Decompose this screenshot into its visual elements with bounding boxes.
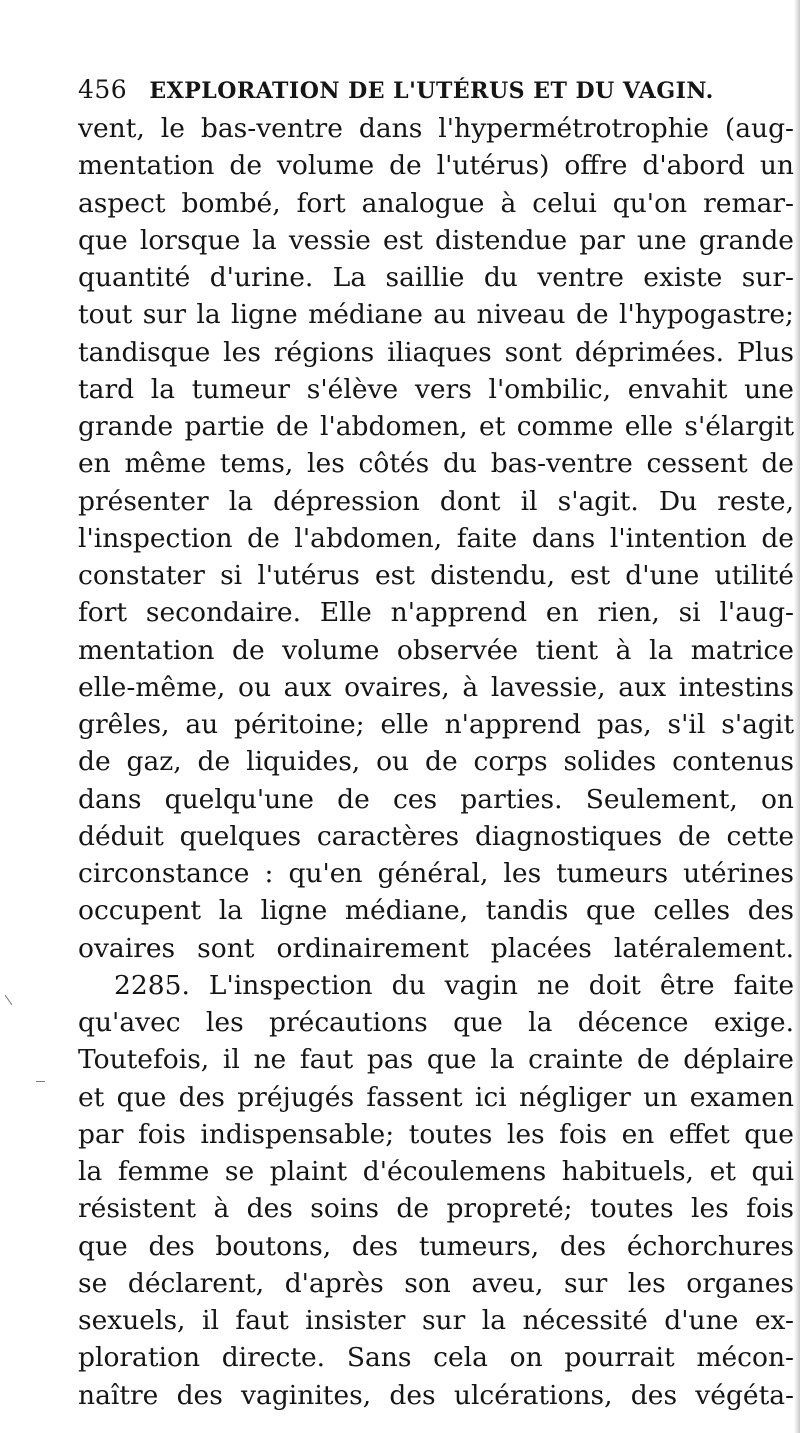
text-line: naître des vaginites, des ulcérations, des végéta- <box>78 1379 794 1411</box>
text-line: dans quelqu'une de ces parties. Seulement, on <box>78 783 794 815</box>
text-line: et que des préjugés fassent ici négliger un examen <box>78 1081 794 1113</box>
page-edge-shadow <box>794 0 800 1433</box>
text-line: tandisque les régions iliaques sont déprimées. Plus <box>78 336 794 368</box>
stray-ink-mark <box>5 995 13 1005</box>
text-line: mentation de volume de l'utérus) offre d'abord un <box>78 150 794 182</box>
text-line: se déclarent, d'après son aveu, sur les organes <box>78 1267 794 1299</box>
text-line: en même tems, les côtés du bas-ventre cessent de <box>78 448 794 480</box>
text-line: qu'avec les précautions que la décence exige. <box>78 1007 794 1038</box>
text-line: ovaires sont ordinairement placées latéralement. <box>78 932 794 964</box>
body-text <box>78 110 794 1414</box>
text-line: Toutefois, il ne faut pas que la crainte de déplaire <box>78 1044 794 1076</box>
text-line: fort secondaire. Elle n'apprend en rien, si l'aug- <box>78 597 794 629</box>
running-header <box>78 72 718 108</box>
text-line: résistent à des soins de propreté; toutes les fois <box>78 1193 794 1225</box>
text-line: que des boutons, des tumeurs, des échorchures <box>78 1230 794 1262</box>
stray-ink-mark <box>36 1081 45 1082</box>
text-line: sexuels, il faut insister sur la nécessité d'une ex- <box>78 1305 794 1336</box>
text-line: ploration directe. Sans cela on pourrait mécon- <box>78 1342 794 1374</box>
text-line: que lorsque la vessie est distendue par une grande <box>78 224 794 256</box>
running-title: EXPLORATION DE L'UTÉRUS ET DU VAGIN. <box>149 78 714 104</box>
text-line: occupent la ligne médiane, tandis que celles des <box>78 895 794 927</box>
text-line: de gaz, de liquides, ou de corps solides contenus <box>78 746 794 778</box>
text-line: circonstance : qu'en général, les tumeurs utérines <box>78 858 794 889</box>
text-line: par fois indispensable; toutes les fois en effet que <box>78 1118 794 1150</box>
text-line: mentation de volume observée tient à la matrice <box>78 634 794 666</box>
text-line: la femme se plaint d'écoulemens habituels, et qui <box>78 1156 794 1187</box>
text-line: tout sur la ligne médiane au niveau de l'hypogastre; <box>78 299 794 331</box>
paragraph-start-line: 2285. L'inspection du vagin ne doit être faite <box>114 969 794 1001</box>
page-number: 456 <box>78 75 128 104</box>
text-line: aspect bombé, fort analogue à celui qu'on remar- <box>78 187 794 219</box>
text-line: quantité d'urine. La saillie du ventre existe sur- <box>78 262 794 293</box>
text-line: grande partie de l'abdomen, et comme elle s'élargit <box>78 411 794 442</box>
text-line: présenter la dépression dont il s'agit. Du reste, <box>78 485 794 517</box>
text-line: vent, le bas-ventre dans l'hypermétrotrophie (aug- <box>78 113 794 144</box>
text-line: l'inspection de l'abdomen, faite dans l'intention de <box>78 522 794 554</box>
text-line: elle-même, ou aux ovaires, à lavessie, aux intestins <box>78 671 794 703</box>
text-line: déduit quelques caractères diagnostiques de cette <box>78 820 794 852</box>
text-line: tard la tumeur s'élève vers l'ombilic, envahit une <box>78 373 794 405</box>
text-line: grêles, au péritoine; elle n'apprend pas, s'il s'agit <box>78 709 794 740</box>
text-line: constater si l'utérus est distendu, est d'une utilité <box>78 560 794 591</box>
